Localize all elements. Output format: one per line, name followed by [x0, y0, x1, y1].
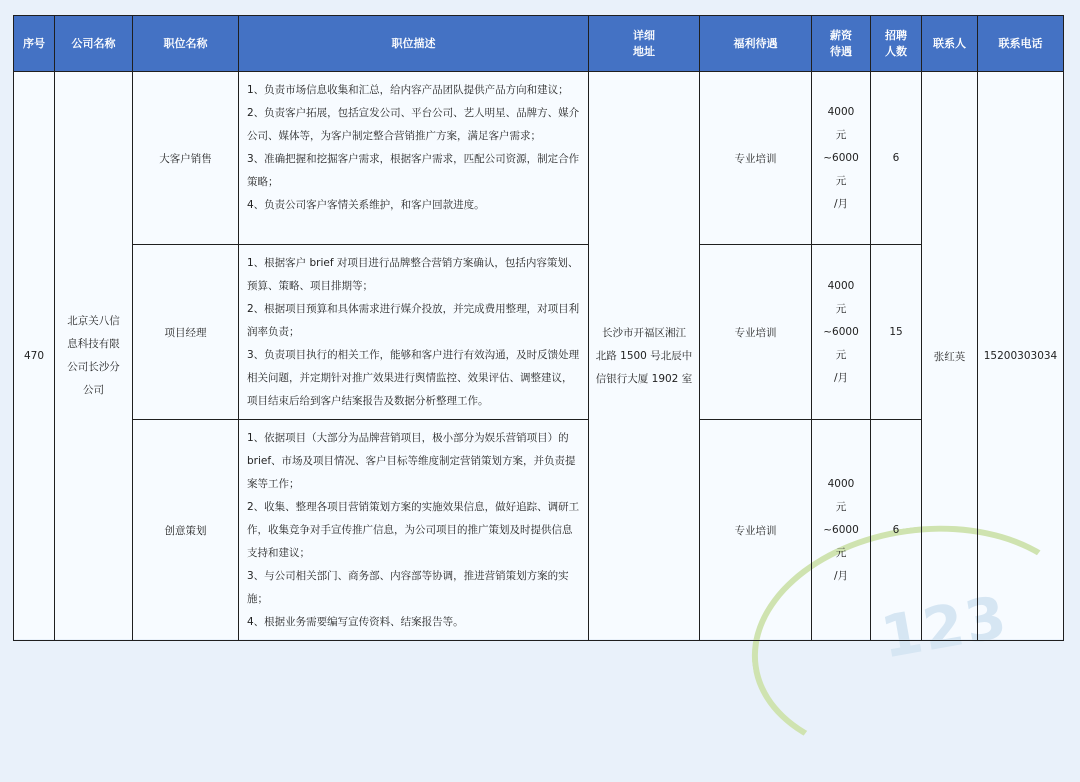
job-description — [239, 420, 589, 641]
contact-person: 张红英 — [922, 72, 978, 641]
description-line: 3、负责项目执行的相关工作，能够和客户进行有效沟通，及时反馈处理相关问题，并定期针对推广效果进行舆情监控、效果评估、调整建议，项目结束后给到客户结案报告及数据分析整理工作。 — [247, 349, 580, 407]
header-no: 序号 — [14, 16, 55, 72]
header-headcount: 招聘 人数 — [871, 16, 922, 72]
description-line: 2、收集、整理各项目营销策划方案的实施效果信息，做好追踪、调研工作，收集竞争对手宣传推广信息，为公司项目的推广策划及时提供信息支持和建议； — [247, 501, 580, 559]
header-position: 职位名称 — [133, 16, 239, 72]
description-line: 1、依据项目（大部分为品牌营销项目，极小部分为娱乐营销项目）的 brief、市场及项目情况、客户目标等维度制定营销策划方案，并负责提案等工作； — [247, 432, 576, 490]
job-headcount: 6 — [871, 72, 922, 245]
description-line: 1、根据客户 brief 对项目进行品牌整合营销方案确认，包括内容策划、预算、策略、项目排期等； — [247, 257, 579, 292]
table-header-row — [14, 16, 1064, 72]
job-title: 创意策划 — [133, 420, 239, 641]
job-headcount: 6 — [871, 420, 922, 641]
job-title: 大客户销售 — [133, 72, 239, 245]
job-salary: 4000 元 ~6000 元 /月 — [812, 420, 871, 641]
job-benefits: 专业培训 — [700, 72, 812, 245]
header-company: 公司名称 — [55, 16, 133, 72]
header-benefits: 福利待遇 — [700, 16, 812, 72]
company-address: 长沙市开福区湘江 北路 1500 号北辰中 信银行大厦 1902 室 — [589, 72, 700, 641]
description-line: 2、负责客户拓展，包括宣发公司、平台公司、艺人明星、品牌方、媒介公司、媒体等，为客户制定整合营销推广方案，满足客户需求； — [247, 107, 580, 142]
description-line: 4、根据业务需要编写宣传资料、结案报告等。 — [247, 616, 464, 628]
job-salary: 4000 元 ~6000 元 /月 — [812, 245, 871, 420]
job-title: 项目经理 — [133, 245, 239, 420]
job-benefits: 专业培训 — [700, 245, 812, 420]
table-row — [14, 72, 1064, 245]
record-no: 470 — [14, 72, 55, 641]
company-name: 北京关八信 息科技有限 公司长沙分 公司 — [55, 72, 133, 641]
table-row — [14, 420, 1064, 641]
description-line: 2、根据项目预算和具体需求进行媒介投放，并完成费用整理，对项目利润率负责； — [247, 303, 580, 338]
description-line: 4、负责公司客户客情关系维护，和客户回款进度。 — [247, 199, 485, 211]
table-row — [14, 245, 1064, 420]
header-salary: 薪资 待遇 — [812, 16, 871, 72]
job-description — [239, 245, 589, 420]
job-description — [239, 72, 589, 245]
description-line: 1、负责市场信息收集和汇总，给内容产品团队提供产品方向和建议； — [247, 84, 569, 96]
job-benefits: 专业培训 — [700, 420, 812, 641]
header-address: 详细 地址 — [589, 16, 700, 72]
job-listing-table — [13, 15, 1064, 641]
watermark-logo: 123 — [875, 582, 1013, 672]
job-headcount: 15 — [871, 245, 922, 420]
contact-phone: 15200303034 — [978, 72, 1064, 641]
header-phone: 联系电话 — [978, 16, 1064, 72]
header-description: 职位描述 — [239, 16, 589, 72]
description-line: 3、准确把握和挖掘客户需求，根据客户需求，匹配公司资源，制定合作策略； — [247, 153, 580, 188]
job-listing-sheet — [13, 15, 1063, 672]
job-salary: 4000 元 ~6000 元 /月 — [812, 72, 871, 245]
header-contact: 联系人 — [922, 16, 978, 72]
description-line: 3、与公司相关部门、商务部、内容部等协调，推进营销策划方案的实施； — [247, 570, 569, 605]
